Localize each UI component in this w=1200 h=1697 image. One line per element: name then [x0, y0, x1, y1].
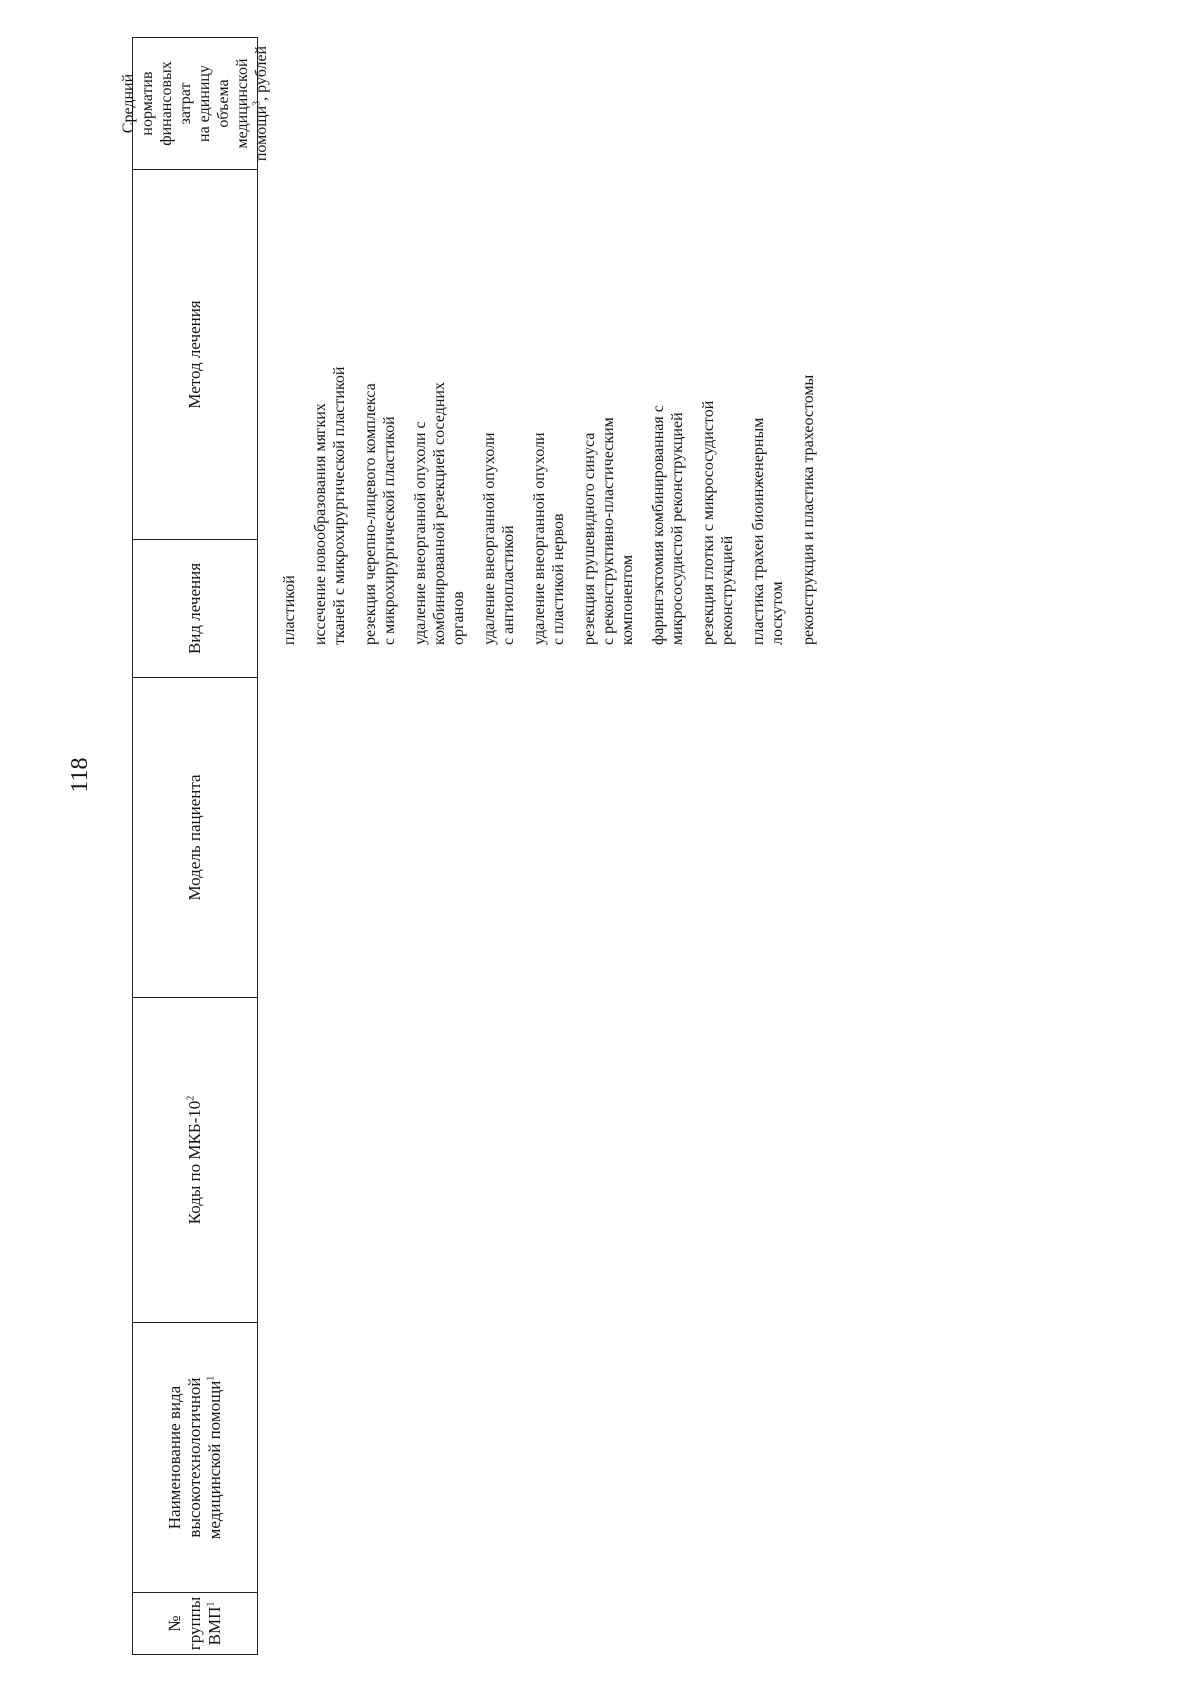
header-treatment-type: Вид лечения	[133, 539, 257, 677]
header-icd-codes: Коды по МКБ-$10^2$	[133, 997, 257, 1322]
method-item: фарингэктомия комбинированная с микрососудистой реконструкцией	[650, 405, 686, 645]
method-item: удаление внеорганной опухоли с комбинированной резекцией соседних органов	[412, 382, 467, 645]
method-item: резекция черепно-лицевого комплекса с микрохирургической пластикой	[362, 383, 398, 645]
header-care-type-name: Наименование вида высокотехнологичной медицинской помощи$^1$	[133, 1322, 257, 1592]
treatment-methods-list	[280, 285, 830, 645]
header-patient-model: Модель пациента	[133, 677, 257, 997]
rotated-page	[34, 45, 1164, 1655]
method-item: резекция грушевидного синуса с реконструктивно-пластическим компонентом	[581, 417, 636, 645]
method-item: удаление внеорганной опухоли с ангиопластикой	[481, 432, 517, 645]
page-number: 118	[67, 757, 93, 793]
method-item: резекция глотки с микрососудистой реконструкцией	[700, 400, 736, 645]
method-item: иссечение новообразования мягких тканей с микрохирургической пластикой	[312, 366, 348, 645]
header-cost-norm: Средний норматив финансовых затрат на единицу объема медицинской помощи$^3$, рублей	[120, 45, 270, 162]
method-item: пластикой	[281, 575, 298, 645]
method-item: удаление внеорганной опухоли с пластикой нервов	[531, 432, 567, 645]
method-item: реконструкция и пластика трахеостомы	[800, 374, 817, 645]
method-item: пластика трахеи биоинженерным лоскутом	[750, 417, 786, 645]
header-group-number: № группы ВМП$^1$	[133, 1592, 257, 1654]
table-header	[120, 37, 270, 1655]
header-treatment-method: Метод лечения	[133, 169, 257, 539]
